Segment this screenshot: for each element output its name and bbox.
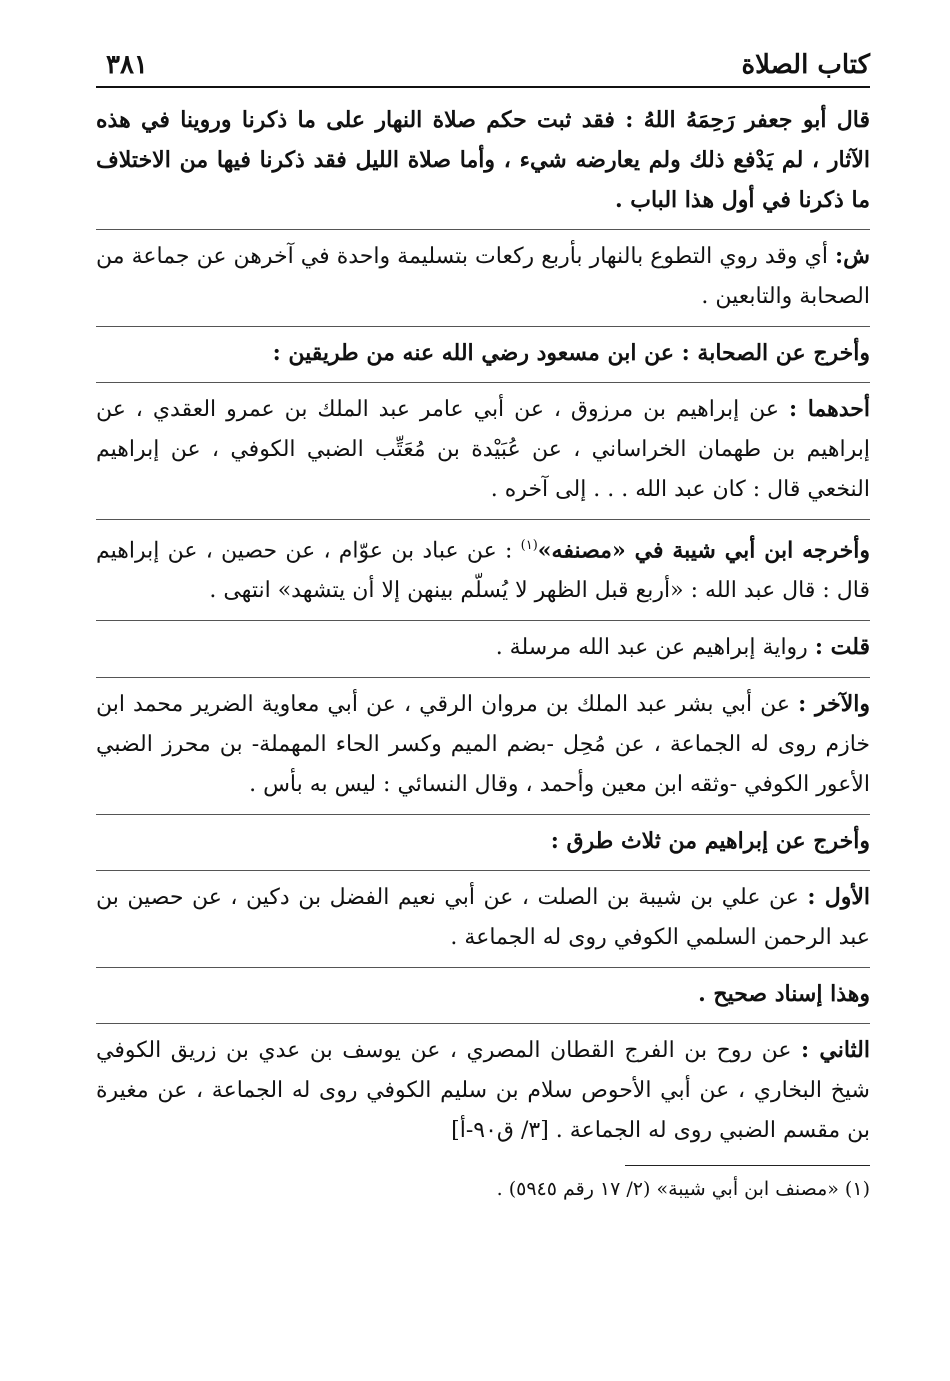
paragraph-2 [96,236,870,323]
footnote-marker[interactable]: (١) [520,538,538,553]
paragraph-9-text: عن علي بن شيبة بن الصلت ، عن أبي نعيم الفضل بن دكين ، عن حصين بن عبد الرحمن السلمي الكوفي روى له الجماعة . [96,885,870,951]
separator [96,519,870,520]
paragraph-9 [96,877,870,964]
paragraph-3: وأخرج عن الصحابة : عن ابن مسعود رضي الله عنه من طريقين : [272,340,870,366]
separator [96,870,870,871]
paragraph-4-text: عن إبراهيم بن مرزوق ، عن أبي عامر عبد الملك بن عمرو العقدي ، عن إبراهيم بن طهمان الخراساني ، عن عُبَيْدة بن مُعَتِّب الضبي الكوفي ، عن إبراهيم النخعي قال : كان عبد الله . . . إلى آخره . [96,397,870,502]
paragraph-7-lead: والآخر : [798,691,870,718]
paragraph-11 [96,1030,870,1157]
paragraph-1: قال أبو جعفر رَحِمَهُ اللهُ : فقد ثبت حكم صلاة النهار على ما ذكرنا وروينا في هذه الآثار ، لم يَدْفع ذلك ولم يعارضه شيء ، وأما صلاة الليل فقد ذكرنا فيها من الاختلاف ما ذكرنا في أول هذا الباب . [96,107,870,213]
paragraph-7 [96,684,870,811]
separator [96,326,870,327]
paragraph-6-lead: قلت : [814,634,870,661]
paragraph-6-text: رواية إبراهيم عن عبد الله مرسلة . [495,635,808,661]
separator [96,967,870,968]
paragraph-5 [96,526,870,617]
paragraph-7-text: عن أبي بشر عبد الملك بن مروان الرقي ، عن أبي معاوية الضرير محمد ابن خازم روى له الجماعة ، عن مُحِل -بضم الميم وكسر الحاء المهملة- بن محرز الضبي الأعور الكوفي -وثقه ابن معين وأحمد ، وقال النسائي : ليس به بأس . [96,692,870,798]
page-number: ٣٨١ [106,50,148,80]
paragraph-8: وأخرج عن إبراهيم من ثلاث طرق : [550,828,870,855]
separator [96,620,870,621]
page-content [96,100,870,1206]
paragraph-9-lead: الأول : [807,884,870,911]
paragraph-4-lead: أحدهما : [789,396,870,422]
footnote: (١) «مصنف ابن أبي شيبة» (٢/ ١٧ رقم ٥٩٤٥) . [496,1178,870,1201]
separator [96,1023,870,1024]
paragraph-4 [96,389,870,516]
footnote-rule [625,1165,870,1166]
book-page [96,30,870,1206]
paragraph-11-text: عن روح بن الفرج القطان المصري ، عن يوسف بن عدي بن زريق الكوفي شيخ البخاري ، عن أبي الأحوص سلام بن سليم الكوفي روى له الجماعة ، عن مغيرة بن مقسم الضبي روى له الجماعة . [٣/ ق٩٠-أ] [96,1038,870,1144]
separator [96,814,870,815]
page-title: كتاب الصلاة [741,50,870,80]
paragraph-11-lead: الثاني : [801,1037,870,1064]
separator [96,229,870,230]
paragraph-2-lead: ش: [835,243,870,269]
paragraph-5-lead: وأخرجه ابن أبي شيبة في «مصنفه» [537,537,870,564]
paragraph-10: وهذا إسناد صحيح . [698,981,870,1008]
paragraph-6 [96,627,870,674]
separator [96,677,870,678]
separator [96,382,870,383]
paragraph-2-text: أي وقد روي التطوع بالنهار بأربع ركعات بتسليمة واحدة في آخرهن عن جماعة من الصحابة والتابعين . [96,244,870,309]
paragraph-5-text: : عن عباد بن عوّام ، عن حصين ، عن إبراهيم قال : قال عبد الله : «أربع قبل الظهر لا يُسلّم بينهن إلا أن يتشهد» انتهى . [96,538,870,604]
page-header [96,30,870,88]
